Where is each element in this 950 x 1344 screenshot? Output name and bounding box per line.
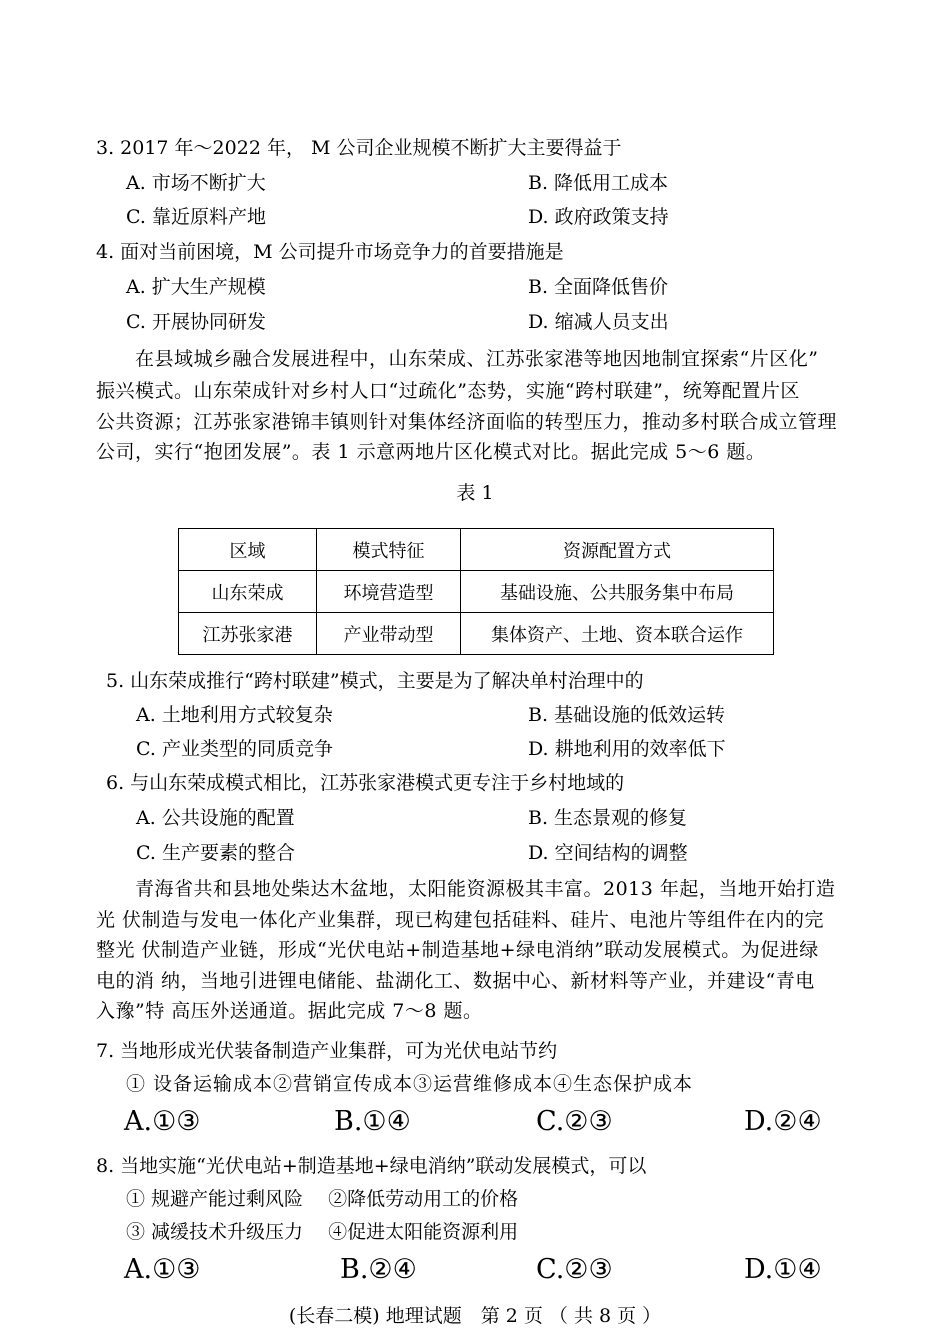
q8-option-b: B.②④ — [340, 1254, 417, 1285]
table-cell: 产业带动型 — [317, 613, 461, 655]
q6-stem: 6. 与山东荣成模式相比，江苏张家港模式更专注于乡村地域的 — [106, 772, 625, 794]
q6-option-d: D. 空间结构的调整 — [528, 842, 688, 864]
q7-option-b: B.①④ — [334, 1106, 411, 1137]
q7-stem: 7. 当地形成光伏装备制造产业集群，可为光伏电站节约 — [96, 1040, 558, 1062]
q8-items-line-1: ① 规避产能过剩风险 ②降低劳动用工的价格 — [126, 1188, 519, 1210]
q8-items-line-2: ③ 减缓技术升级压力 ④促进太阳能资源利用 — [126, 1221, 519, 1243]
passage2-line-2: 光 伏制造与发电一体化产业集群，现已构建包括硅料、硅片、电池片等组件在内的完 — [96, 909, 825, 931]
q3-stem: 3. 2017 年～2022 年， M 公司企业规模不断扩大主要得益于 — [96, 137, 622, 159]
q7-option-a: A.①③ — [124, 1106, 201, 1137]
table-header-row — [179, 529, 774, 571]
passage2-line-4: 电的消 纳，当地引进锂电储能、盐湖化工、数据中心、新材料等产业，并建设“青电 — [96, 970, 815, 992]
table-row — [179, 613, 774, 655]
q6-option-b: B. 生态景观的修复 — [528, 807, 688, 829]
q5-option-d: D. 耕地利用的效率低下 — [528, 738, 726, 760]
passage2-line-1: 青海省共和县地处柴达木盆地，太阳能资源极其丰富。2013 年起，当地开始打造 — [96, 878, 836, 900]
table-header-cell: 模式特征 — [317, 529, 461, 571]
q7-option-c: C.②③ — [536, 1106, 613, 1137]
q3-option-c: C. 靠近原料产地 — [126, 206, 266, 228]
passage1-line-2: 振兴模式。山东荣成针对乡村人口“过疏化”态势，实施“跨村联建”，统筹配置片区 — [96, 380, 800, 402]
table-caption: 表 1 — [456, 482, 494, 504]
q4-option-d: D. 缩减人员支出 — [528, 311, 669, 333]
q8-stem: 8. 当地实施“光伏电站+制造基地+绿电消纳”联动发展模式，可以 — [96, 1155, 647, 1177]
table-cell: 集体资产、土地、资本联合运作 — [461, 613, 774, 655]
table-cell: 基础设施、公共服务集中布局 — [461, 571, 774, 613]
passage1-line-3: 公共资源；江苏张家港锦丰镇则针对集体经济面临的转型压力，推动多村联合成立管理 — [96, 411, 838, 433]
q4-option-c: C. 开展协同研发 — [126, 311, 266, 333]
q7-option-d: D.②④ — [744, 1106, 822, 1137]
q3-option-a: A. 市场不断扩大 — [126, 172, 266, 194]
q5-option-c: C. 产业类型的同质竞争 — [136, 738, 333, 760]
passage1-line-4: 公司，实行“抱团发展”。表 1 示意两地片区化模式对比。据此完成 5～6 题。 — [96, 441, 766, 463]
passage2-line-5: 入豫”特 高压外送通道。据此完成 7～8 题。 — [96, 1000, 483, 1022]
passage1-line-1: 在县域城乡融合发展进程中，山东荣成、江苏张家港等地因地制宜探索“片区化” — [96, 348, 819, 370]
q4-option-a: A. 扩大生产规模 — [126, 276, 266, 298]
table-cell: 江苏张家港 — [179, 613, 317, 655]
page-footer: (长春二模) 地理试题 第 2 页 （ 共 8 页 ） — [288, 1305, 662, 1327]
q5-option-b: B. 基础设施的低效运转 — [528, 704, 726, 726]
passage2-line-3: 整光 伏制造产业链，形成“光伏电站+制造基地+绿电消纳”联动发展模式。为促进绿 — [96, 939, 819, 961]
q8-option-d: D.①④ — [744, 1254, 822, 1285]
table-header-cell: 区域 — [179, 529, 317, 571]
table-header-cell: 资源配置方式 — [461, 529, 774, 571]
q7-items: ① 设备运输成本②营销宣传成本③运营维修成本④生态保护成本 — [126, 1073, 694, 1095]
q4-stem: 4. 面对当前困境，M 公司提升市场竞争力的首要措施是 — [96, 241, 564, 263]
q5-stem: 5. 山东荣成推行“跨村联建”模式，主要是为了解决单村治理中的 — [106, 670, 644, 692]
q6-option-c: C. 生产要素的整合 — [136, 842, 295, 864]
q3-option-b: B. 降低用工成本 — [528, 172, 669, 194]
q4-option-b: B. 全面降低售价 — [528, 276, 669, 298]
q3-option-d: D. 政府政策支持 — [528, 206, 669, 228]
comparison-table — [178, 528, 774, 655]
table-cell: 山东荣成 — [179, 571, 317, 613]
q6-option-a: A. 公共设施的配置 — [136, 807, 295, 829]
q5-option-a: A. 土地利用方式较复杂 — [136, 704, 333, 726]
table-cell: 环境营造型 — [317, 571, 461, 613]
table-row — [179, 571, 774, 613]
q8-option-a: A.①③ — [124, 1254, 201, 1285]
q8-option-c: C.②③ — [536, 1254, 613, 1285]
